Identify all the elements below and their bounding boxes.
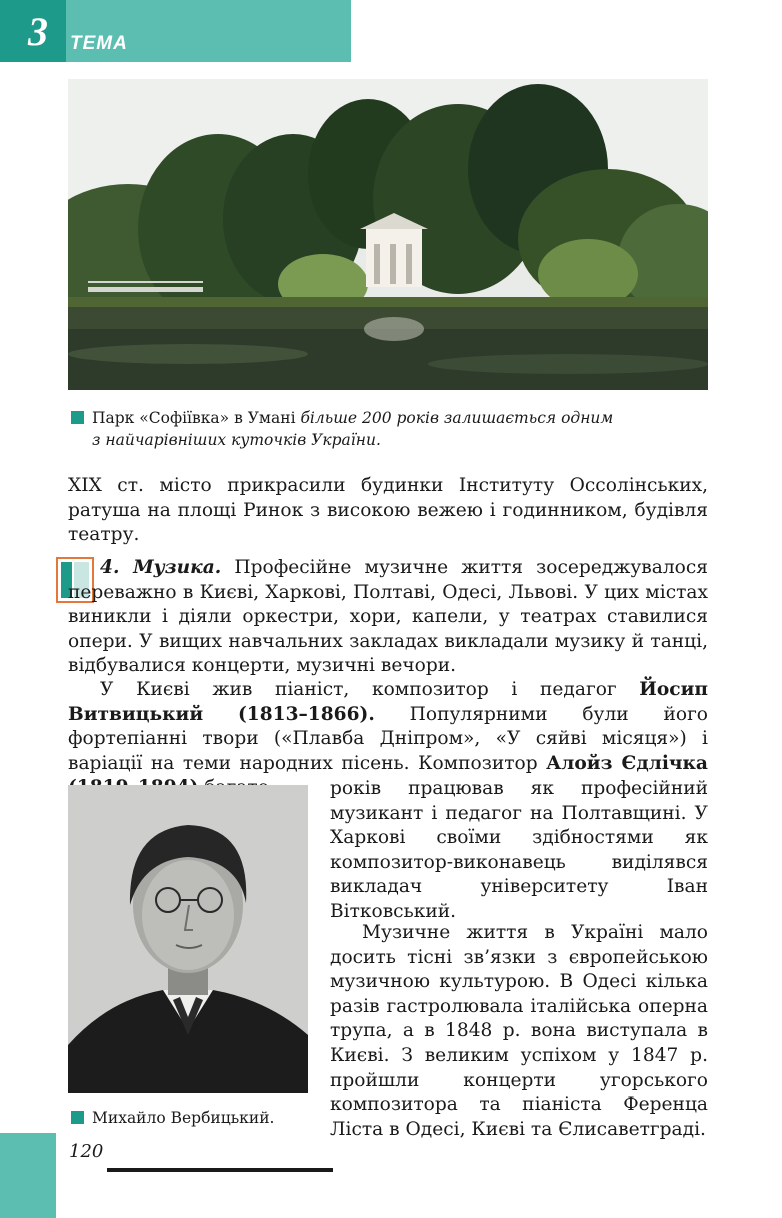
composer-name-yedlichka: Алойз Єдлічка <box>546 752 708 774</box>
caption-marker-icon-2 <box>71 1111 84 1124</box>
composer-years-vytvytskyi: (1813–1866). <box>237 703 375 725</box>
composer-name-vytvytskyi: Йосип Витвицький <box>68 679 708 725</box>
paragraph-music-section <box>68 556 708 679</box>
park-photo-caption <box>71 407 711 451</box>
section-heading: 4. Музика. <box>100 557 222 578</box>
caption-marker-icon <box>71 411 84 424</box>
composers-text-1: У Києві жив піаніст, композитор і педагог <box>100 679 640 700</box>
paragraph-poltava-kharkiv: років працював як професійний музикант і педагог на Полтавщині. У Харкові своїми здібностями як композитор-виконавець виділявся викладач університету Іван Вітковський. <box>330 778 708 922</box>
chapter-label: ТЕМА <box>70 33 128 54</box>
portrait-caption-text: Михайло Вербицький. <box>92 1109 275 1127</box>
caption-italic-text: більше 200 років залишається одним <box>300 409 614 427</box>
verbytskyi-portrait <box>68 785 308 1093</box>
sofiivka-park-photo <box>68 79 708 390</box>
page-number: 120 <box>69 1141 104 1162</box>
caption-plain-text: Парк «Софіївка» в Умані <box>92 409 296 427</box>
paragraph-architecture: XIX ст. місто прикрасили будинки Інституту Оссолінських, ратуша на площі Ринок з високою вежею і годинником, будівля театру. <box>68 475 708 546</box>
caption-italic-text-2: з найчарівніших куточків України. <box>92 431 381 449</box>
section-text: Професійне музичне життя зосереджувалося переважно в Києві, Харкові, Полтаві, Одесі, Львові. У цих містах виникли і діяли оркестри, хори, капели, у театрах ставилися опери. У вищих навчальних закладах викладали музику й танці, відбувалися концерти, музичні вечори. <box>68 557 708 677</box>
portrait-caption <box>71 1107 331 1129</box>
paragraph-european-ties: Музичне життя в Україні мало досить тісні зв’язки з європейською музичною культурою. В Одесі кілька разів гастролювала італійська оперна трупа, а в 1848 р. вона виступала в Києві. З великим успіхом у 1847 р. пройшли концерти угорського композитора та піаніста Ференца Ліста в Одесі, Києві та Єлисаветграді. <box>330 922 708 1140</box>
footer-rule <box>107 1168 333 1172</box>
chapter-number: 3 <box>28 9 48 54</box>
page-side-band <box>0 1133 56 1218</box>
composers-text-2: Популярними були його фортепіанні твори («Плавба Дніпром», «У сяйві місяця») і варіації на теми народних пісень. Композитор <box>68 703 709 774</box>
